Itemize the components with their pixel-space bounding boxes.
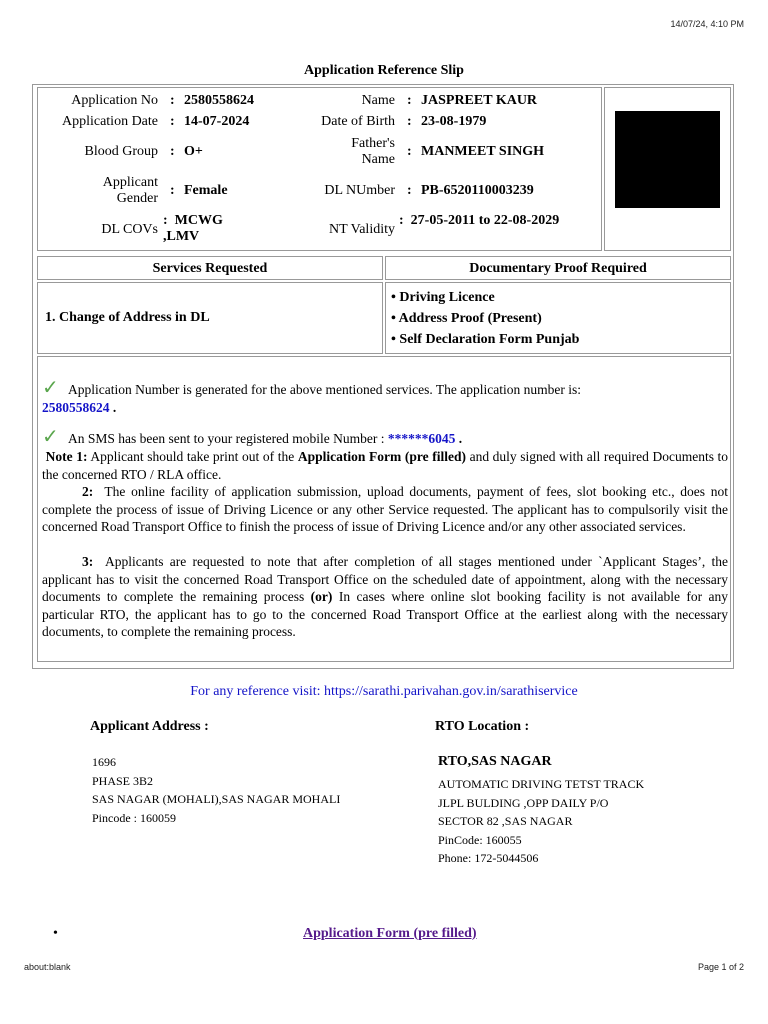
colon: : (170, 144, 175, 159)
applicant-photo (615, 111, 720, 208)
colon: : (407, 114, 412, 129)
applicant-address (92, 753, 340, 827)
print-page-number: Page 1 of 2 (697, 962, 744, 972)
covs-label: DL COVs (101, 222, 158, 237)
dl-number-value: PB-6520110003239 (421, 183, 534, 198)
dl-number-label: DL NUmber (324, 183, 395, 198)
service-cell (37, 282, 383, 354)
print-datetime: 14/07/24, 4:10 PM (670, 19, 744, 29)
father-name-label: Father's Name (351, 136, 395, 167)
address-line: Pincode : 160059 (92, 810, 176, 825)
note-3: 3: Applicants are requested to note that after completion of all stages mentioned under `Applicant Stages’, the applicant has to visit the concerned Road Transport Office on the scheduled date of appointment, along with the necessary documents to complete the remaining process (or) In cases where online slot booking facility is not available for any particular RTO, the applicant has to go to the concerned Road Transport Office at the earliest along with the necessary documents, to complete the remaining process. (42, 554, 729, 639)
application-form-link[interactable]: Application Form (pre filled) (303, 926, 477, 941)
app-no-value: 2580558624 (184, 93, 254, 108)
rto-address (438, 775, 644, 868)
services-table (37, 256, 731, 354)
rto-line: SECTOR 82 ,SAS NAGAR (438, 814, 573, 828)
dob-label: Date of Birth (321, 114, 395, 129)
blood-group-label: Blood Group (84, 144, 158, 159)
gender-label: Applicant Gender (102, 175, 158, 206)
rto-name: RTO,SAS NAGAR (438, 754, 552, 769)
app-number-message: ✓ Application Number is generated for the above mentioned services. The application number is: 2580558624 . (42, 375, 581, 415)
applicant-address-heading: Applicant Address : (90, 719, 209, 734)
notes-box (37, 356, 731, 662)
dob-value: 23-08-1979 (421, 114, 487, 129)
proof-cell (385, 282, 731, 354)
note-2: 2: The online facility of application submission, upload documents, payment of fees, slot booking etc., does not complete the process of issue of Driving Licence or any other Service requested. The applicant has to compulsorily visit the concerned Road Transport Office to finish the process of issue of Driving Licence and/or any other associated services. (42, 484, 728, 534)
rto-line: PinCode: 160055 (438, 832, 522, 847)
colon: : (407, 93, 412, 108)
service-item: 1. Change of Address in DL (45, 310, 210, 325)
nt-validity-label: NT Validity (329, 222, 395, 237)
name-label: Name (361, 93, 395, 108)
nt-validity-value: : 27-05-2011 to 22-08-2029 (399, 213, 560, 228)
sms-message: ✓ An SMS has been sent to your registered mobile Number : ******6045 . (42, 424, 463, 448)
rto-line: AUTOMATIC DRIVING TETST TRACK (438, 777, 645, 791)
app-date-label: Application Date (61, 114, 158, 129)
proof-item: • Address Proof (Present) (391, 311, 542, 326)
proof-item: • Self Declaration Form Punjab (391, 332, 580, 347)
reference-link-text[interactable]: For any reference visit: https://sarathi.parivahan.gov.in/sarathiservice (190, 684, 578, 699)
colon: : (170, 183, 175, 198)
proof-list (391, 287, 579, 350)
father-name-value: MANMEET SINGH (421, 144, 545, 159)
note-1: Note 1: Applicant should take print out of the Application Form (pre filled) and duly signed with all required Documents to the concerned RTO / RLA office. (42, 449, 729, 482)
colon: : (407, 144, 412, 159)
services-header: Services Requested (37, 256, 383, 280)
checkmark-icon: ✓ (42, 424, 59, 448)
covs-value: : MCWG ,LMV (163, 213, 223, 244)
list-bullet: • (53, 926, 58, 941)
address-line: PHASE 3B2 (92, 773, 154, 788)
proof-item: • Driving Licence (391, 290, 495, 305)
app-date-value: 14-07-2024 (184, 114, 250, 129)
proof-header: Documentary Proof Required (385, 256, 731, 280)
checkmark-icon: ✓ (42, 375, 59, 399)
name-value: JASPREET KAUR (421, 93, 538, 108)
address-line: 1696 (92, 755, 116, 769)
blood-group-value: O+ (184, 144, 203, 159)
rto-line: Phone: 172-5044506 (438, 851, 539, 865)
rto-location-heading: RTO Location : (435, 719, 530, 734)
colon: : (170, 93, 175, 108)
rto-line: JLPL BULDING ,OPP DAILY P/O (438, 795, 609, 810)
address-line: SAS NAGAR (MOHALI),SAS NAGAR MOHALI (92, 792, 341, 806)
gender-value: Female (184, 183, 228, 198)
slip-title: Application Reference Slip (304, 63, 464, 78)
colon: : (170, 114, 175, 129)
app-no-label: Application No (71, 93, 158, 108)
colon: : (407, 183, 412, 198)
print-url: about:blank (24, 962, 71, 972)
